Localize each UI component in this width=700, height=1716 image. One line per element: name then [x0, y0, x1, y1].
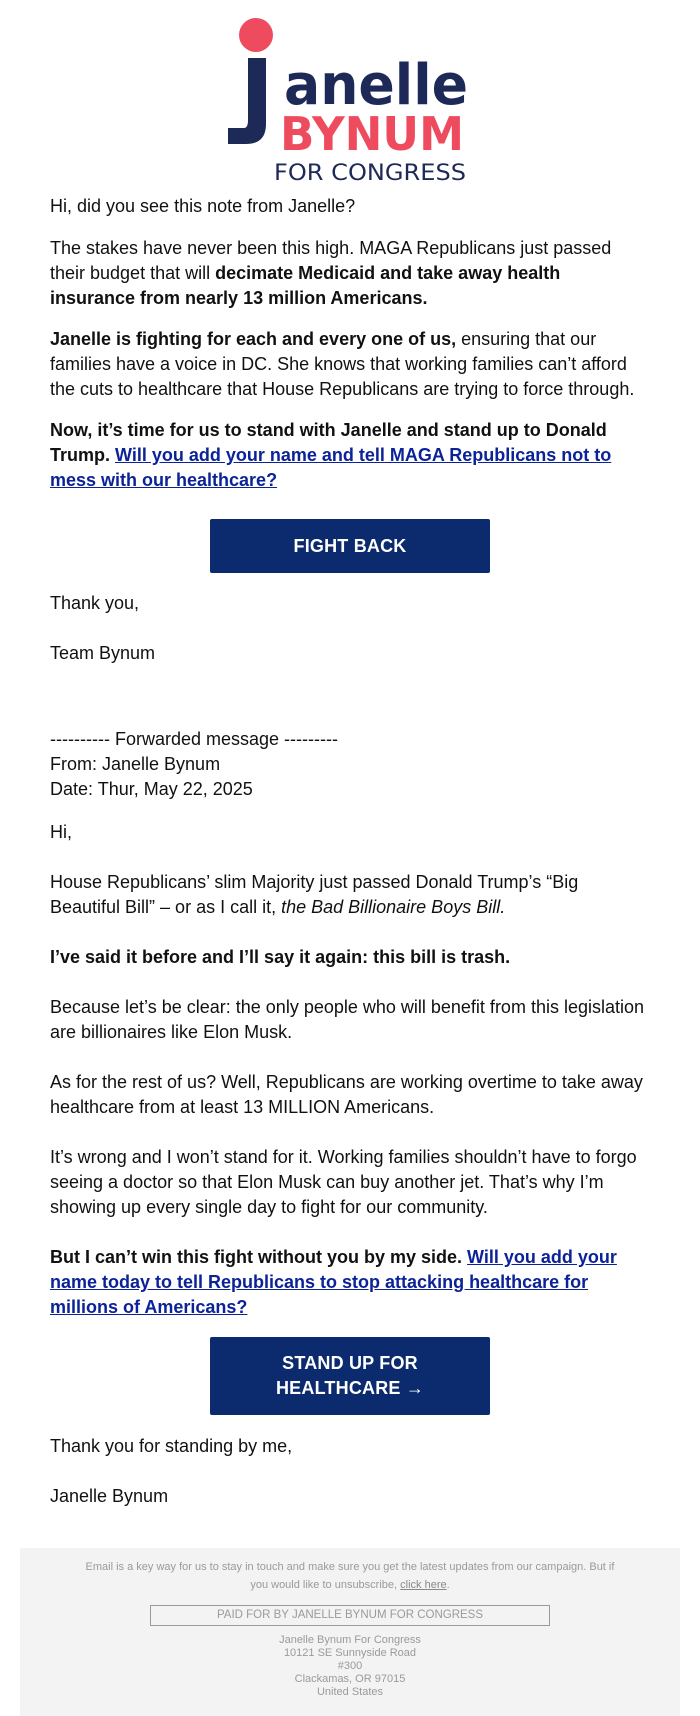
intro-signoff: Team Bynum [50, 643, 156, 663]
logo-dot [239, 18, 273, 52]
letter-paragraph-6 [50, 1245, 650, 1320]
letter-paragraph-2 [50, 945, 650, 970]
intro-p2-text: ensuring that our families have a voice in DC. She knows that working families can’t afford the cuts to healthcare that House Republicans are trying to force through. [50, 329, 635, 399]
button-line-2: HEALTHCARE → [275, 1378, 425, 1398]
address-line: 10121 SE Sunnyside Road [283, 1647, 417, 1659]
email-footer [20, 1548, 680, 1716]
logo-j-hook [228, 58, 266, 144]
letter-thanks: Thank you for standing by me, [50, 1436, 293, 1456]
letter-paragraph-5: It’s wrong and I won’t stand for it. Working families shouldn’t have to forgo seeing a doctor so that Elon Musk can buy another jet. That’s why I’m showing up every single day to fight for our community. [50, 1147, 637, 1217]
address-line: Clackamas, OR 97015 [294, 1673, 406, 1685]
logo-last-name: BYNUM [280, 107, 464, 161]
address-line: United States [316, 1686, 384, 1698]
intro-paragraph-2 [50, 327, 650, 402]
fight-back-button[interactable]: FIGHT BACK [210, 519, 490, 573]
intro-paragraph-1 [50, 236, 650, 311]
add-name-today-link[interactable]: Will you add your name today to tell Republicans to stop attacking healthcare for millions of Americans? [50, 1247, 617, 1317]
address-line: #300 [337, 1660, 363, 1672]
letter-hi: Hi, [50, 822, 72, 842]
intro-paragraph-3 [50, 418, 650, 493]
letter-paragraph-3: Because let’s be clear: the only people who will benefit from this legislation are billionaires like Elon Musk. [50, 997, 644, 1042]
intro-p1-text: The stakes have never been this high. MAGA Republicans just passed their budget that will [50, 238, 612, 283]
forwarded-header: ---------- Forwarded message --------- [50, 729, 338, 749]
forwarded-from: From: Janelle Bynum [50, 754, 221, 774]
paid-for-disclaimer: PAID FOR BY JANELLE BYNUM FOR CONGRESS [150, 1605, 550, 1626]
stand-up-for-healthcare-button[interactable] [210, 1337, 490, 1415]
logo-tagline: FOR CONGRESS [274, 161, 466, 184]
intro-p3-bold: Now, it’s time for us to stand with Janelle and stand up to Donald Trump. [50, 420, 607, 465]
letter-p6-bold: But I can’t win this fight without you by my side. [50, 1247, 463, 1267]
button-line-1: STAND UP FOR [282, 1353, 418, 1373]
campaign-logo [220, 16, 480, 184]
forwarded-date: Date: Thur, May 22, 2025 [50, 779, 253, 799]
add-name-link[interactable]: Will you add your name and tell MAGA Republicans not to mess with our healthcare? [50, 445, 612, 490]
unsubscribe-link[interactable]: click here [400, 1579, 447, 1591]
intro-greeting: Hi, did you see this note from Janelle? [50, 196, 356, 216]
footer-note-text: Email is a key way for us to stay in touch and make sure you get the latest updates from our campaign. But if you would like to unsubscribe, [85, 1561, 615, 1591]
letter-p1-italic: the Bad Billionaire Boys Bill. [281, 897, 506, 917]
intro-p1-bold: decimate Medicaid and take away health insurance from nearly 13 million Americans. [50, 263, 561, 308]
intro-p2-bold: Janelle is fighting for each and every one of us, [50, 329, 457, 349]
footer-note [80, 1558, 620, 1594]
intro-thanks: Thank you, [50, 593, 140, 613]
logo-first-name: anelle [284, 53, 468, 118]
letter-p1-text: House Republicans’ slim Majority just passed Donald Trump’s “Big Beautiful Bill” – or as I call it, [50, 872, 579, 917]
letter-paragraph-1 [50, 870, 650, 920]
letter-signoff: Janelle Bynum [50, 1486, 169, 1506]
address-line: Janelle Bynum For Congress [279, 1634, 421, 1646]
footer-address [80, 1634, 620, 1699]
footer-note-end: . [446, 1579, 450, 1591]
letter-p2-bold: I’ve said it before and I’ll say it again: this bill is trash. [50, 947, 511, 967]
letter-paragraph-4: As for the rest of us? Well, Republicans are working overtime to take away healthcare from at least 13 MILLION Americans. [50, 1072, 643, 1117]
